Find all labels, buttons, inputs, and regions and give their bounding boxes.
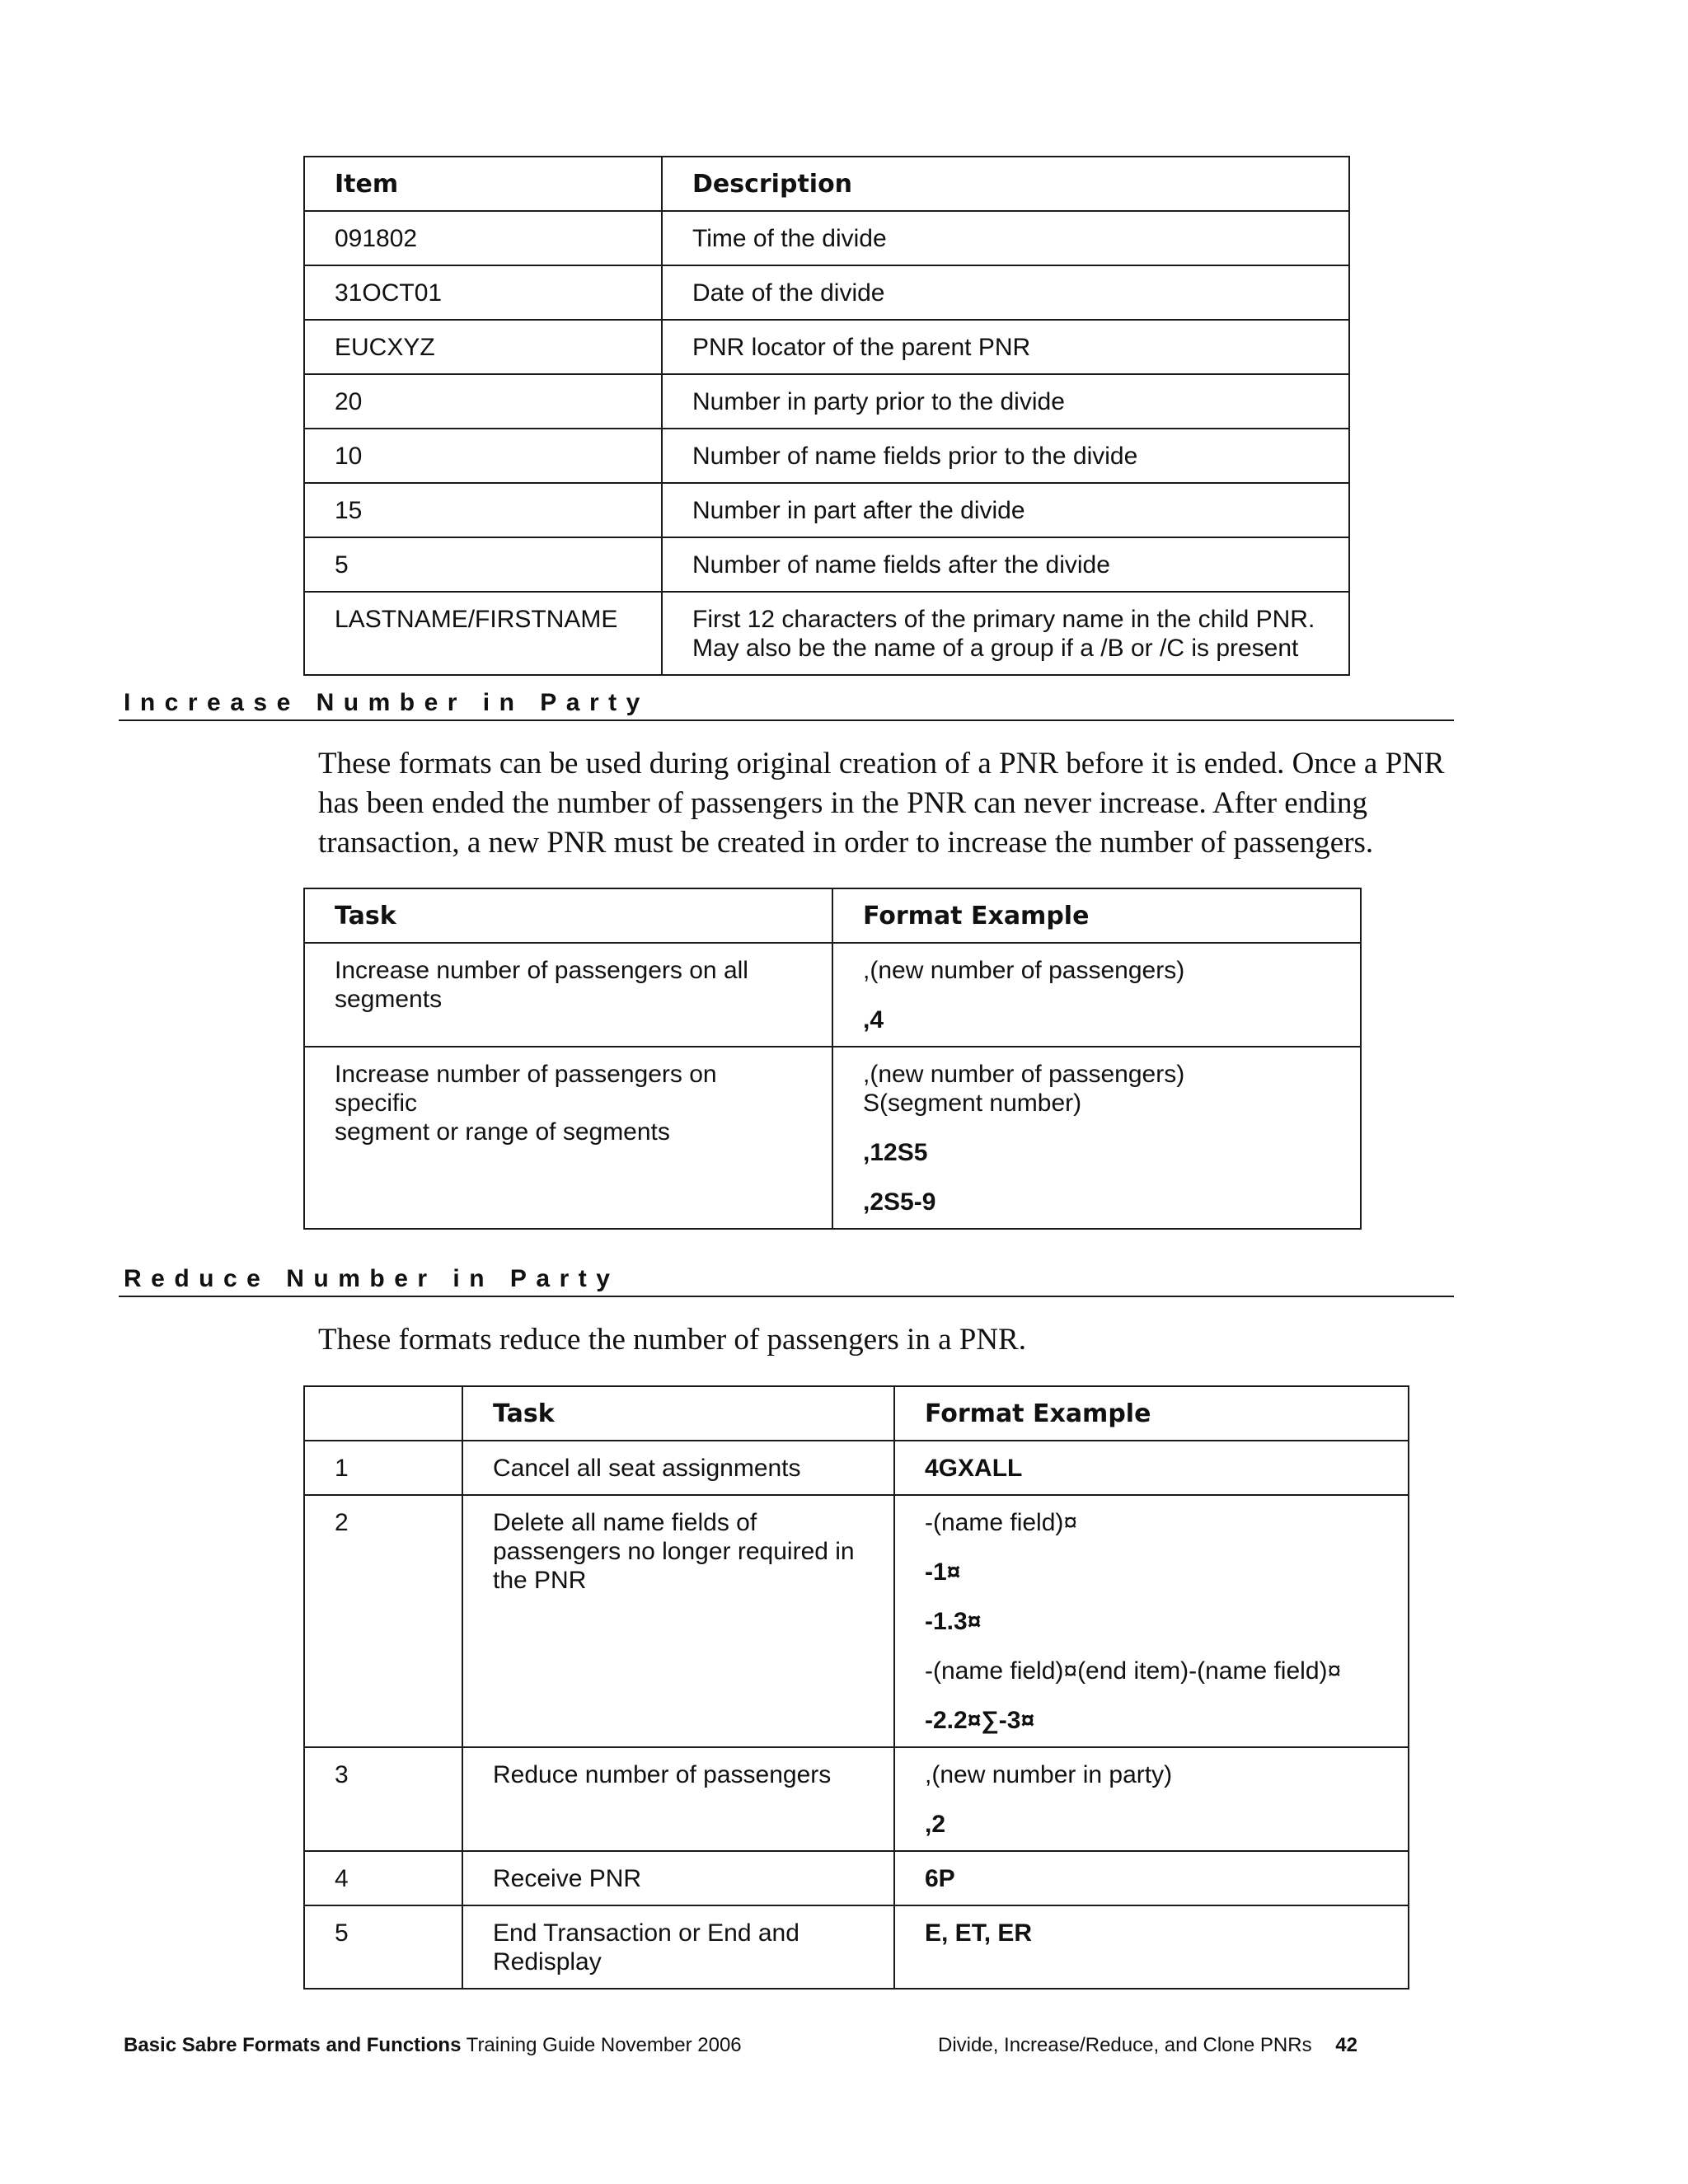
table-header-row (304, 157, 1349, 211)
format-example: -1.3¤ (925, 1608, 982, 1635)
description-cell: Number of name fields after the divide (662, 537, 1349, 592)
section-title-increase: Increase Number in Party (124, 689, 649, 716)
table-row (304, 320, 1349, 374)
description-cell: Number of name fields prior to the divide (662, 429, 1349, 483)
task-line: Increase number of passengers on specific (335, 1061, 717, 1117)
item-cell: 20 (304, 374, 662, 429)
task-line: Redisplay (493, 1948, 602, 1975)
column-header: Format Example (894, 1386, 1409, 1441)
format-cell (894, 1851, 1409, 1905)
column-header: Format Example (832, 888, 1361, 943)
item-cell: 091802 (304, 211, 662, 265)
column-header: Description (662, 157, 1349, 211)
task-line: End Transaction or End and (493, 1919, 799, 1947)
table-row (304, 1047, 1361, 1229)
format-example: -1¤ (925, 1558, 961, 1586)
format-example: 4GXALL (925, 1455, 1023, 1482)
description-cell: Number in party prior to the divide (662, 374, 1349, 429)
task-line: Increase number of passengers on all (335, 957, 748, 984)
task-cell: Receive PNR (462, 1851, 894, 1905)
page-number: 42 (1335, 2034, 1357, 2056)
format-example: E, ET, ER (925, 1919, 1033, 1947)
step-number: 3 (304, 1747, 462, 1851)
table-row (304, 537, 1349, 592)
description-line: May also be the name of a group if a /B or /C is present (692, 635, 1299, 662)
task-cell: Reduce number of passengers (462, 1747, 894, 1851)
task-cell: Cancel all seat assignments (462, 1441, 894, 1495)
format-example: -2.2¤∑-3¤ (925, 1707, 1035, 1734)
item-cell: 31OCT01 (304, 265, 662, 320)
increase-paragraph (318, 744, 1472, 863)
format-cell (894, 1905, 1409, 1989)
table-row (304, 429, 1349, 483)
step-number: 2 (304, 1495, 462, 1747)
format-syntax: -(name field)¤ (925, 1509, 1078, 1536)
format-cell (832, 943, 1361, 1047)
table-row (304, 943, 1361, 1047)
format-cell (894, 1441, 1409, 1495)
description-line: First 12 characters of the primary name in the child PNR. (692, 606, 1315, 633)
reduce-table (303, 1385, 1409, 1990)
footer-chapter: Divide, Increase/Reduce, and Clone PNRs (938, 2034, 1312, 2056)
task-cell (304, 943, 832, 1047)
task-cell (462, 1495, 894, 1747)
task-line: passengers no longer required in (493, 1538, 855, 1565)
table-row (304, 1495, 1409, 1747)
table-row (304, 592, 1349, 675)
footer-left (124, 2034, 742, 2057)
format-cell (894, 1747, 1409, 1851)
item-cell: 10 (304, 429, 662, 483)
item-cell: LASTNAME/FIRSTNAME (304, 592, 662, 675)
section-divider (119, 1296, 1454, 1297)
format-syntax: ,(new number of passengers) (863, 957, 1185, 984)
section-title-reduce: Reduce Number in Party (124, 1265, 620, 1292)
description-cell: Date of the divide (662, 265, 1349, 320)
footer-right (938, 2034, 1357, 2057)
format-cell (894, 1495, 1409, 1747)
section-divider (119, 719, 1454, 721)
divide-table (303, 156, 1350, 676)
table-row (304, 1851, 1409, 1905)
task-cell (304, 1047, 832, 1229)
footer-guide-subtitle: Training Guide November 2006 (461, 2034, 742, 2056)
column-header: Item (304, 157, 662, 211)
table-row (304, 483, 1349, 537)
footer-guide-title: Basic Sabre Formats and Functions (124, 2034, 462, 2056)
step-number: 5 (304, 1905, 462, 1989)
table-row (304, 1441, 1409, 1495)
description-cell: Time of the divide (662, 211, 1349, 265)
format-syntax: ,(new number of passengers) (863, 1061, 1185, 1088)
format-example: ,4 (863, 1006, 884, 1033)
task-line: the PNR (493, 1567, 587, 1594)
table-row (304, 1747, 1409, 1851)
description-cell (662, 592, 1349, 675)
table-header-row (304, 888, 1361, 943)
item-cell: 5 (304, 537, 662, 592)
item-cell: EUCXYZ (304, 320, 662, 374)
task-line: segments (335, 986, 443, 1013)
step-number: 4 (304, 1851, 462, 1905)
format-example: ,2S5-9 (863, 1188, 936, 1216)
paragraph-line: transaction, a new PNR must be created in order to increase the number of passengers. (318, 826, 1374, 860)
description-cell: PNR locator of the parent PNR (662, 320, 1349, 374)
format-example: ,2 (925, 1811, 946, 1838)
format-syntax: -(name field)¤(end item)-(name field)¤ (925, 1657, 1342, 1685)
format-example: 6P (925, 1865, 955, 1892)
increase-table (303, 888, 1362, 1230)
task-line: segment or range of segments (335, 1118, 670, 1146)
format-syntax: S(segment number) (863, 1090, 1082, 1117)
task-line: Delete all name fields of (493, 1509, 757, 1536)
task-cell (462, 1905, 894, 1989)
format-cell (832, 1047, 1361, 1229)
column-header (304, 1386, 462, 1441)
format-syntax: ,(new number in party) (925, 1761, 1173, 1788)
table-row (304, 211, 1349, 265)
item-cell: 15 (304, 483, 662, 537)
format-example: ,12S5 (863, 1139, 928, 1166)
column-header: Task (304, 888, 832, 943)
description-cell: Number in part after the divide (662, 483, 1349, 537)
table-row (304, 265, 1349, 320)
reduce-paragraph: These formats reduce the number of passengers in a PNR. (318, 1323, 1026, 1357)
column-header: Task (462, 1386, 894, 1441)
paragraph-line: These formats can be used during original creation of a PNR before it is ended. Once a PNR (318, 747, 1445, 780)
table-row (304, 1905, 1409, 1989)
table-header-row (304, 1386, 1409, 1441)
table-row (304, 374, 1349, 429)
paragraph-line: has been ended the number of passengers in the PNR can never increase. After ending (318, 786, 1367, 820)
step-number: 1 (304, 1441, 462, 1495)
